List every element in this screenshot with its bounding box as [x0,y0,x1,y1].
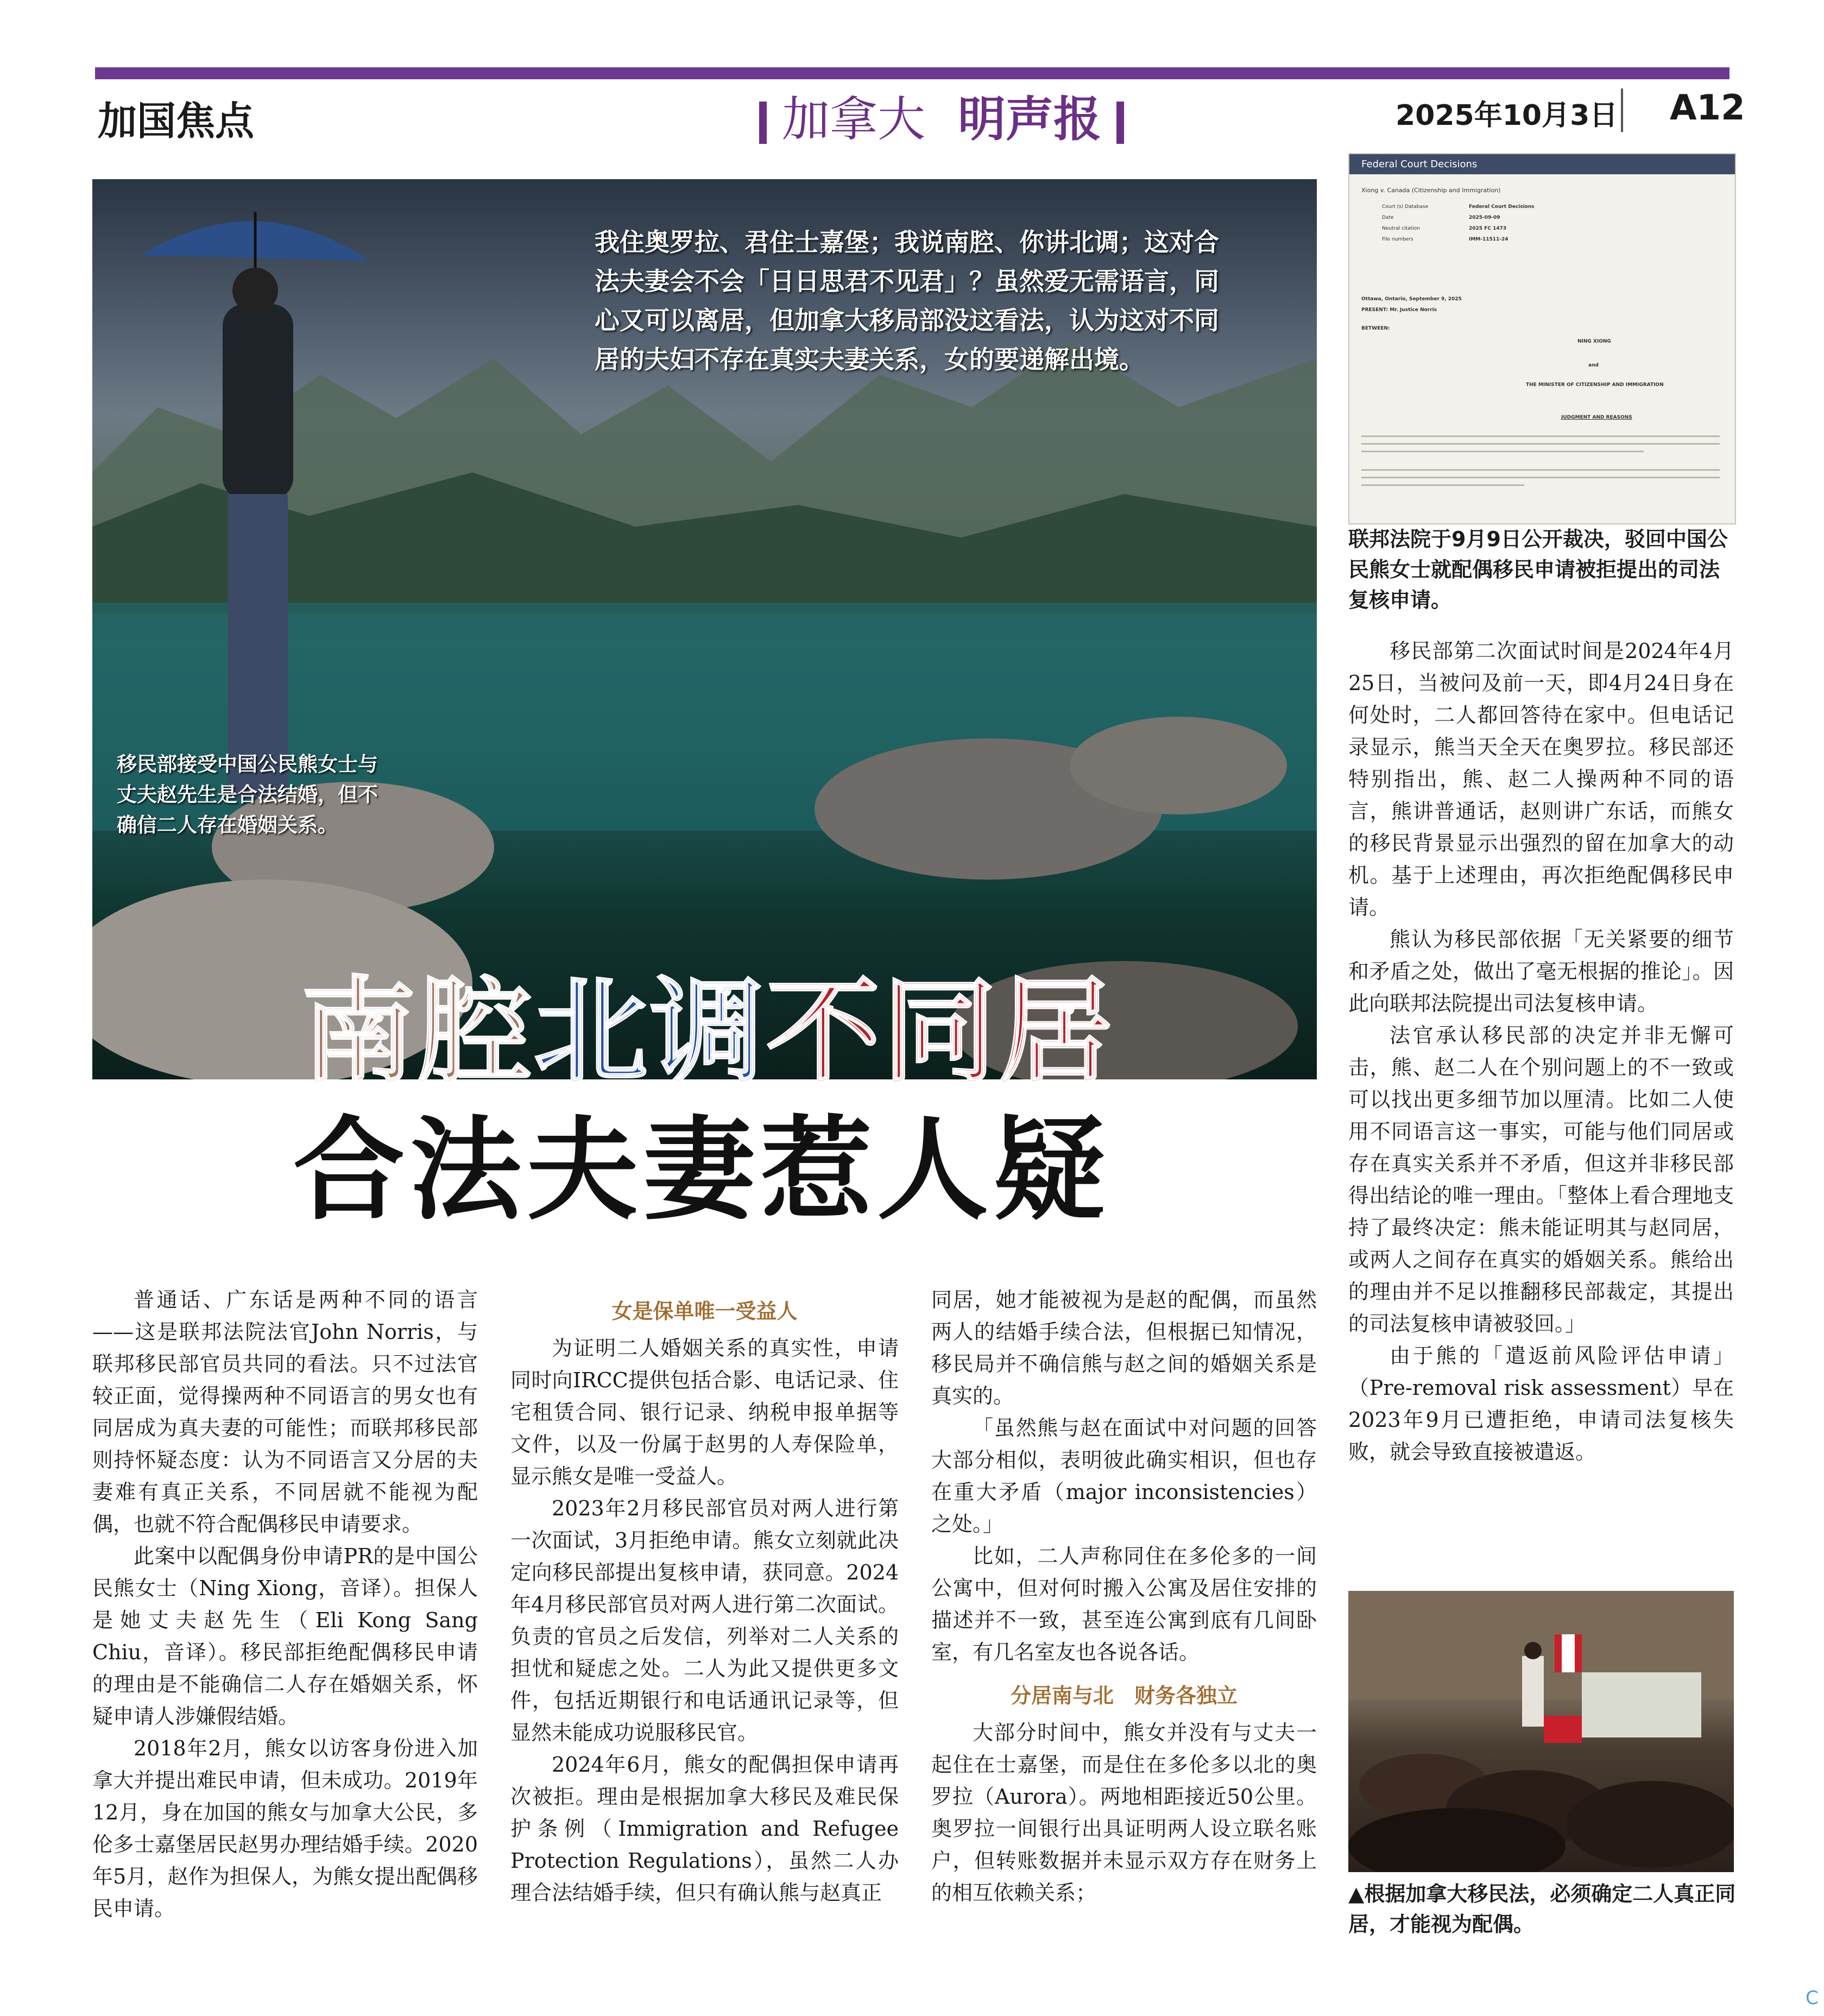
photo-caption: 移民部接受中国公民熊女士与丈夫赵先生是合法结婚，但不确信二人存在婚姻关系。 [117,753,378,837]
doc-between: BETWEEN: [1361,326,1390,331]
masthead-name: 明声报 [958,91,1102,147]
headline-part-1: 南腔 [301,964,534,1098]
paragraph: 2024年6月，熊女的配偶担保申请再次被拒。理由是根据加拿大移民及难民保护条例（Immigration and Refugee Protection Regulations），虽然二人办理合法结婚手续，但只有确认熊与赵真正 [510,1753,899,1905]
doc-text-line [1361,484,1524,486]
right-column-body [1348,635,1734,1468]
paragraph: 此案中以配偶身份申请PR的是中国公民熊女士（Ning Xiong，音译）。担保人是她丈夫赵先生（Eli Kong Sang Chiu，音译）。移民部拒绝配偶移民申请的理由是不能确信二人存在婚姻关系，怀疑申请人涉嫌假结婚。 [92,1544,478,1728]
doc-judgment: JUDGMENT AND REASONS [1561,415,1632,420]
doc-row-value: 2025 FC 1473 [1469,226,1507,231]
subheading: 女是保单唯一受益人 [611,1299,798,1323]
paragraph: 由于熊的「遣返前风险评估申请」（Pre-removal risk assessment）早在2023年9月已遭拒绝，申请司法复核失败，就会导致直接被遣返。 [1348,1344,1734,1464]
doc-place: Ottawa, Ontario, September 9, 2025 [1361,296,1462,302]
doc-respondent: THE MINISTER OF CITIZENSHIP AND IMMIGRATION [1526,382,1664,388]
masthead-bar-left [759,102,767,144]
paragraph: 移民部第二次面试时间是2024年4月25日，当被问及前一天，即4月24日身在何处时，二人都回答待在家中。但电话记录显示，熊当天全天在奥罗拉。移民部还特别指出，熊、赵二人操两种不同的语言，熊讲普通话，赵则讲广东话，而熊女的移民背景显示出强烈的留在加拿大的动机。基于上述理由，再次拒绝配偶移民申请。 [1348,639,1734,919]
issue-date: 2025年10月3日 [1396,99,1618,132]
paragraph: 普通话、广东话是两种不同的语言——这是联邦法院法官John Norris，与联邦移民部官员共同的看法。只不过法官较正面，觉得操两种不同语言的男女也有同居成为真夫妻的可能性；而联邦移民部则持怀疑态度：认为不同语言又分居的夫妻难有真正关系，不同居就不能视为配偶，也就不符合配偶移民申请要求。 [92,1288,478,1536]
paragraph: 大部分时间中，熊女并没有与丈夫一起住在士嘉堡，而是住在多伦多以北的奥罗拉（Aurora）。两地相距接近50公里。奥罗拉一间银行出具证明两人设立联名账户，但转账数据并未显示双方存在财务上的相互依赖关系； [931,1721,1317,1905]
doc-text-line [1361,469,1720,471]
doc-text-line [1361,435,1720,437]
headline-part-2: 北调 [534,964,767,1098]
paragraph: 比如，二人声称同住在多伦多的一间公寓中，但对何时搬入公寓及居住安排的描述并不一致，甚至连公寓到底有几间卧室，有几名室友也各说各话。 [931,1544,1317,1664]
doc-header: Federal Court Decisions [1349,154,1735,174]
doc-row-value: 2025-09-09 [1469,215,1500,220]
page-number: A12 [1670,88,1745,128]
doc-row-label: File numbers [1382,237,1413,242]
doc-row-value: IMM-11511-24 [1469,237,1509,242]
article-column-2 [510,1284,899,1909]
paragraph: 2018年2月，熊女以访客身份进入加拿大并提出难民申请，但未成功。2019年12月，身在加国的熊女与加拿大公民，多伦多士嘉堡居民赵男办理结婚手续。2020年5月，赵作为担保人，为熊女提出配偶移民申请。 [92,1736,478,1920]
doc-row-value: Federal Court Decisions [1469,204,1535,210]
event-photo-caption: ▲根据加拿大移民法，必须确定二人真正同居，才能视为配偶。 [1348,1882,1736,1936]
header-separator [1621,89,1623,132]
doc-text-line [1361,443,1720,445]
paragraph: 法官承认移民部的决定并非无懈可击，熊、赵二人在个别问题上的不一致或可以找出更多细节加以厘清。比如二人使用不同语言这一事实，可能与他们同居或存在真实关系并不矛盾，但这并非移民部得出结论的唯一理由。「整体上看合理地支持了最终决定：熊未能证明其与赵同居，或两人之间存在真实的婚姻关系。熊给出的理由并不足以推翻移民部裁定，其提出的司法复核申请被驳回。」 [1348,1023,1734,1336]
headline-part-3: 不同居 [766,964,1115,1098]
doc-text-line [1361,477,1720,478]
paragraph: 2023年2月移民部官员对两人进行第一次面试，3月拒绝申请。熊女立刻就此决定向移民部提出复核申请，获同意。2024年4月移民部官员对两人进行第二次面试。负责的官员之后发信，列举对二人关系的担忧和疑虑之处。二人为此又提供更多文件，包括近期银行和电话通讯记录等，但显然未能成功说服移民官。 [510,1496,899,1745]
masthead-bar-right [1116,102,1124,144]
masthead [744,81,1139,150]
paragraph: 同居，她才能被视为是赵的配偶，而虽然两人的结婚手续合法，但根据已知情况，移民局并不确信熊与赵之间的婚姻关系是真实的。 [931,1288,1317,1408]
doc-row-label: Date [1382,215,1394,220]
headline-main [301,964,1115,1098]
article-column-1 [92,1284,478,1925]
doc-applicant: NING XIONG [1577,339,1611,344]
section-title: 加国焦点 [98,98,255,144]
headline-sub: 合法夫妻惹人疑 [293,1105,1110,1235]
paragraph: 为证明二人婚姻关系的真实性，申请同时向IRCC提供包括合影、电话记录、住宅租赁合同、银行记录、纳税申报单据等文件，以及一份属于赵男的人寿保险单，显示熊女是唯一受益人。 [510,1336,899,1488]
doc-and: and [1588,363,1599,368]
masthead-region: 加拿大 [782,91,926,147]
doc-case: Xiong v. Canada (Citizenship and Immigration) [1361,187,1501,194]
doc-row-label: Neutral citation [1382,226,1420,231]
doc-present: PRESENT: Mr. Justice Norris [1361,307,1437,313]
corner-mark: C [1806,1987,1819,2009]
subheading: 分居南与北 财务各独立 [1010,1683,1238,1708]
court-document-image [1348,153,1736,524]
doc-text-line [1361,451,1644,452]
paragraph: 「虽然熊与赵在面试中对问题的回答大部分相似，表明彼此确实相识，但也存在重大矛盾（major inconsistencies）之处。」 [931,1416,1317,1536]
paragraph: 熊认为移民部依据「无关紧要的细节和矛盾之处，做出了毫无根据的推论」。因此向联邦法院提出司法复核申请。 [1348,927,1734,1015]
doc-row-label: Court (s) Database [1382,204,1429,210]
photo-quote: 我住奥罗拉、君住士嘉堡；我说南腔、你讲北调；这对合法夫妻会不会「日日思君不见君」？虽然爱无需语言，同心又可以离居，但加拿大移局部没这看法，认为这对不同居的夫妇不存在真实夫妻关系，女的要递解出境。 [595,227,1219,374]
header-rule [95,67,1730,79]
event-photo [1348,1591,1734,1872]
event-photo-art [1348,1591,1734,1872]
right-column-lead: 联邦法院于9月9日公开裁决，驳回中国公民熊女士就配偶移民申请被拒提出的司法复核申请。 [1348,527,1728,612]
article-column-3 [931,1284,1317,1909]
